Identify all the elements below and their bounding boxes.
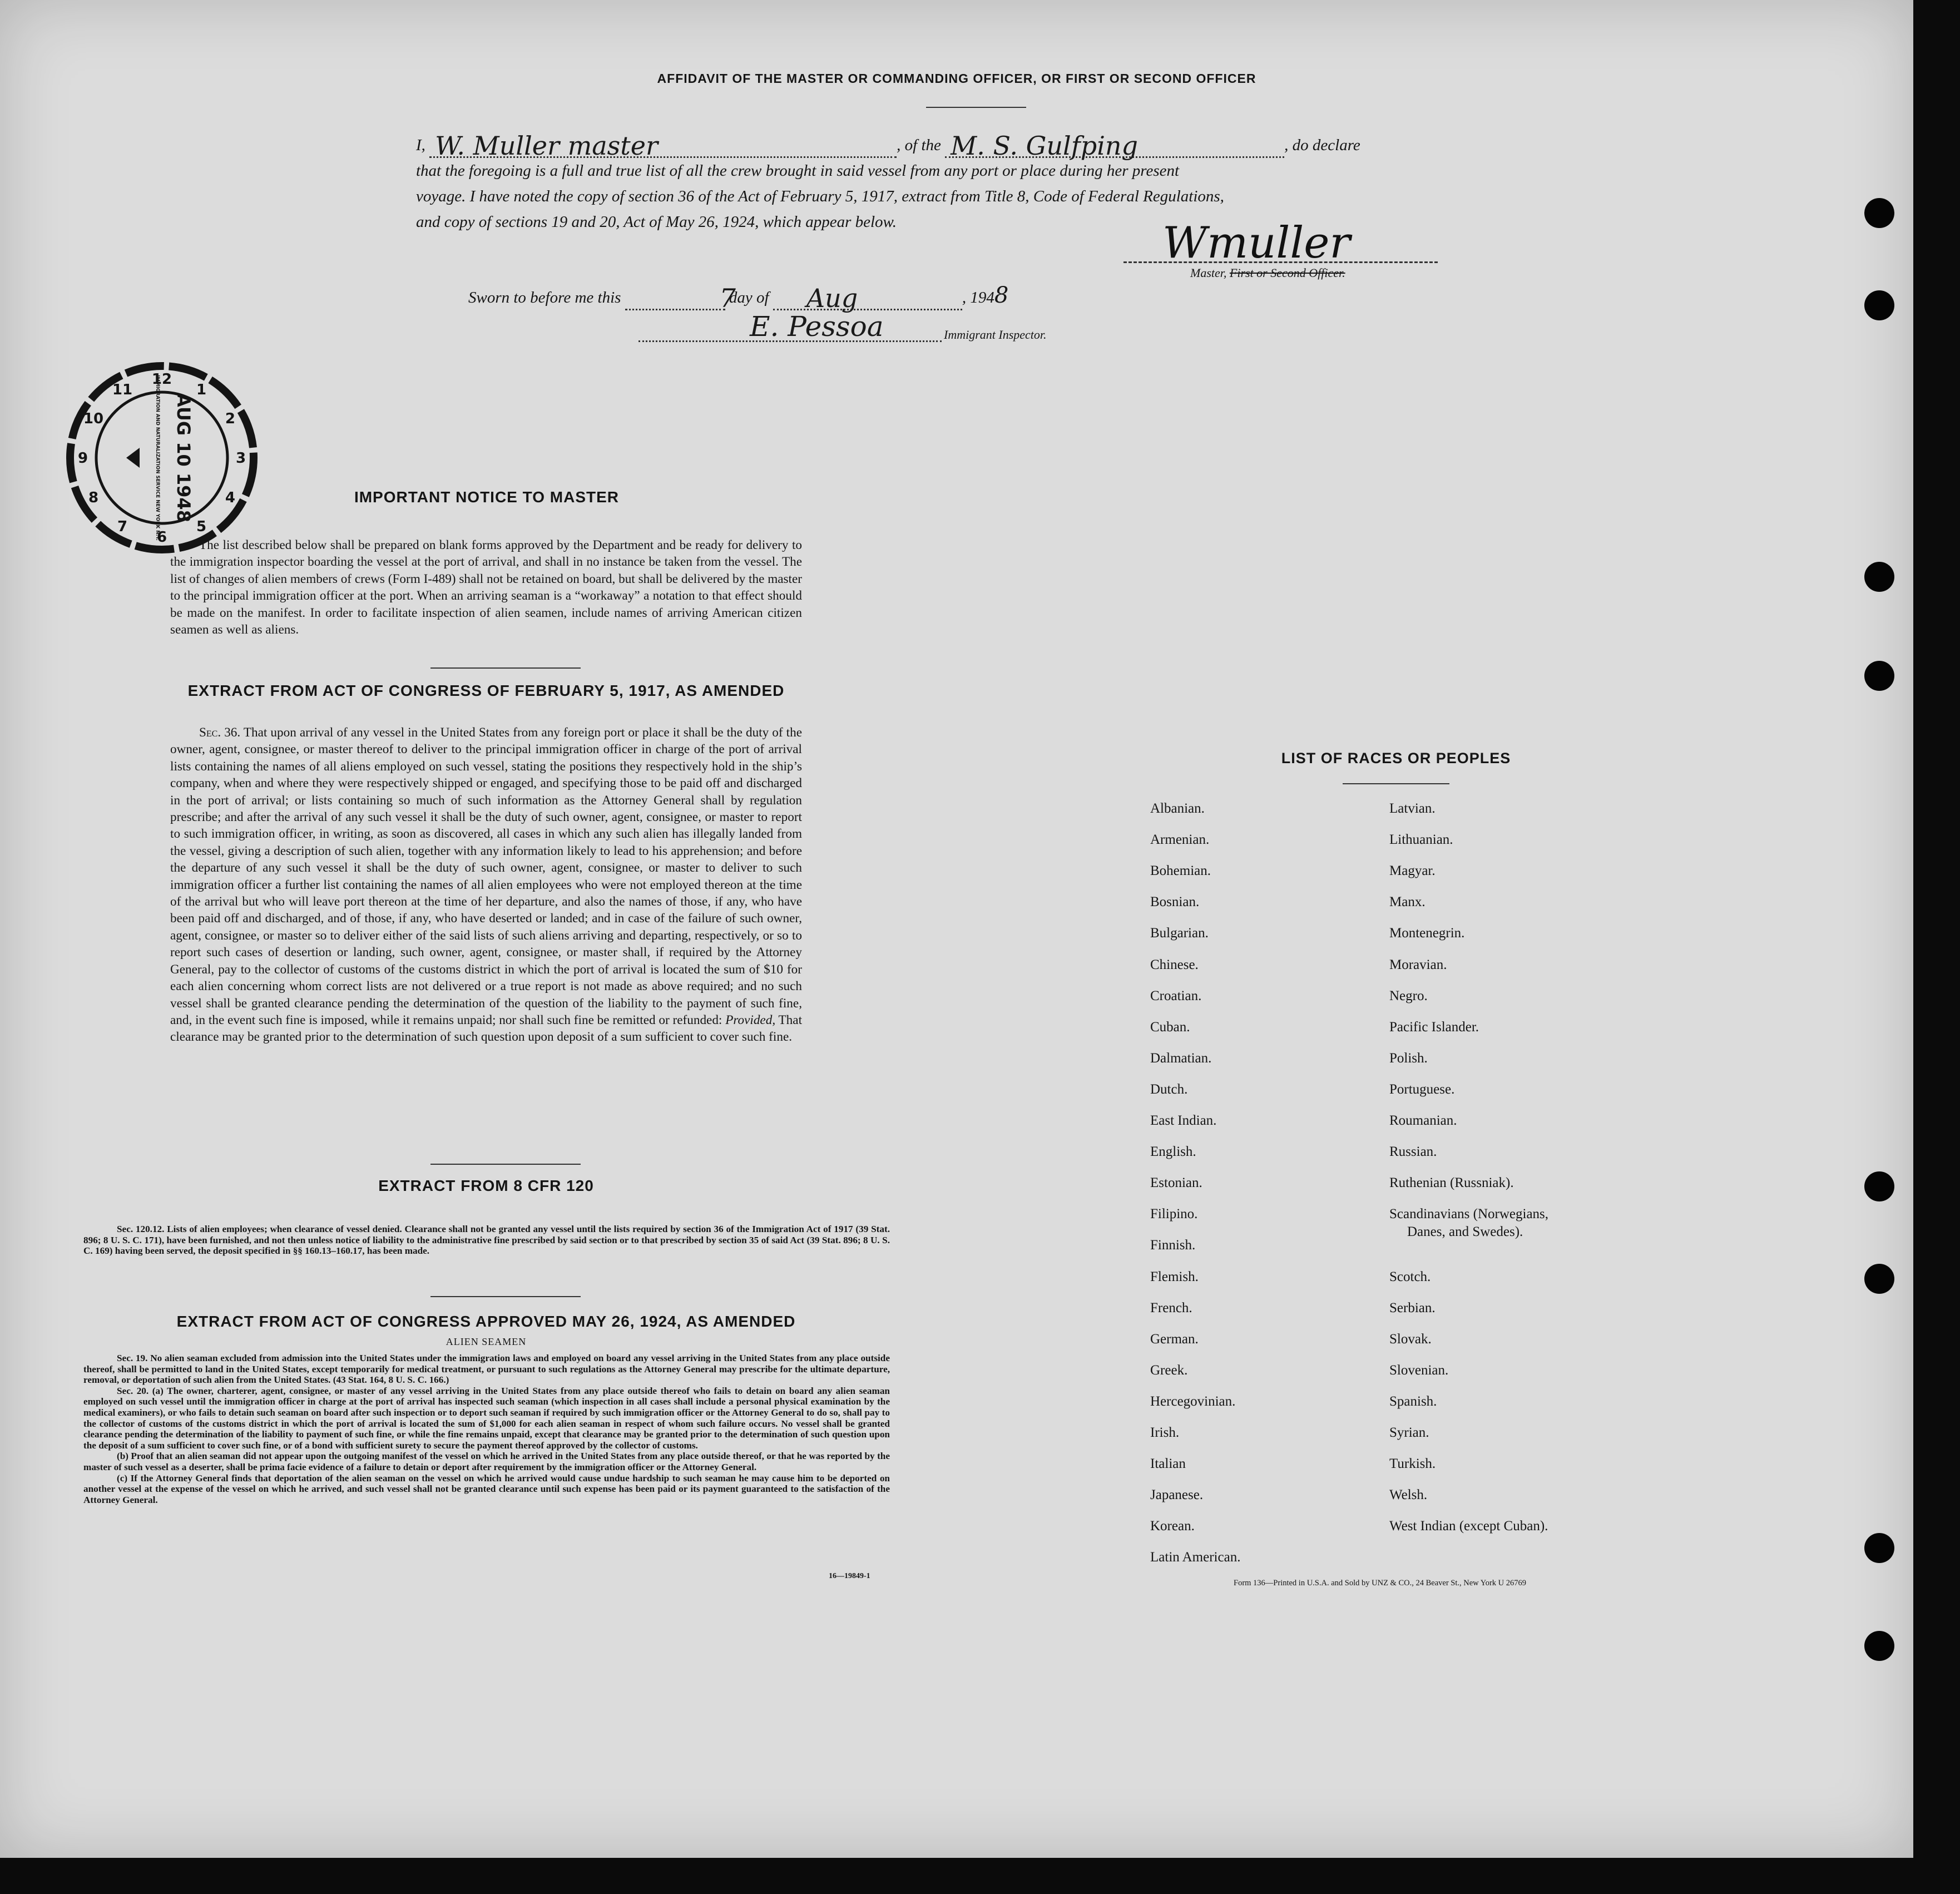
- sworn-month-field: [773, 283, 962, 313]
- race-item: Pacific Islander.: [1389, 1019, 1479, 1035]
- race-item: Latvian.: [1389, 801, 1436, 816]
- section-divider: [430, 1164, 581, 1165]
- race-item: Hercegovinian.: [1150, 1393, 1236, 1409]
- master-name-handwriting: W. Muller master: [435, 131, 658, 161]
- extract-cfr-body: Sec. 120.12. Lists of alien employees; when clearance of vessel denied. Clearance shall not be granted any vessel until the lists required by section 36 of the Immigration Act of 1917 (39 Stat. 896; 8 U. S. C. 171), have been furnished, and not then unless notice of liability to the administrative fine prescribed by said section or to that prescribed by section 35 of said Act (39 Stat. 896; 8 U. S. C. 169) having been served, the deposit specified in §§ 160.13–160.17, has been made.: [83, 1224, 890, 1257]
- stamp-dial-number: 8: [88, 489, 99, 506]
- declaration-line-3: voyage. I have noted the copy of section 36 of the Act of February 5, 1917, extract from Title 8, Code of Federal Regulations,: [416, 187, 1224, 205]
- race-item: Albanian.: [1150, 801, 1205, 816]
- section-divider: [430, 667, 581, 669]
- race-item: Japanese.: [1150, 1487, 1204, 1503]
- race-item: Portuguese.: [1389, 1081, 1455, 1097]
- stamp-dial-number: 5: [196, 518, 207, 535]
- notice-body: The list described below shall be prepared on blank forms approved by the Department and be ready for delivery to the immigration inspector boarding the vessel at the port of arrival, and shall in no instance be taken from the vessel. The list of changes of alien members of crews (Form I-489) shall not be retained on board, but shall be delivered by the master to the principal immigration officer at the port. When an arriving seaman is a “workaway” a notation to that effect should be made on the manifest. In order to facilitate inspection of alien seamen, include names of arriving American citizen seamen as well as aliens.: [170, 538, 802, 637]
- extract-1917-heading: EXTRACT FROM ACT OF CONGRESS OF FEBRUARY 5, 1917, AS AMENDED: [187, 682, 785, 699]
- race-item: East Indian.: [1150, 1113, 1217, 1128]
- vessel-name-field: [945, 131, 1284, 161]
- binder-hole: [1864, 1631, 1894, 1661]
- race-item: Flemish.: [1150, 1269, 1199, 1284]
- race-item: Dalmatian.: [1150, 1050, 1212, 1066]
- race-item: French.: [1150, 1300, 1192, 1316]
- race-item: Roumanian.: [1389, 1113, 1457, 1128]
- section-divider: [430, 1296, 581, 1297]
- sworn-month-handwriting: Aug: [806, 283, 858, 313]
- stamp-arrow-icon: [126, 448, 140, 468]
- extract-1924-subheading: ALIEN SEAMEN: [446, 1336, 527, 1347]
- race-item: Croatian.: [1150, 988, 1202, 1003]
- stamp-dial-number: 6: [156, 529, 167, 546]
- declaration-line-1: I, W. Muller master , of the M. S. Gulfping , do declare: [416, 131, 1360, 161]
- race-item: Italian: [1150, 1456, 1186, 1472]
- stamp-dial-number: 4: [225, 489, 236, 506]
- master-name-field: [429, 131, 897, 161]
- extract-1924-heading: EXTRACT FROM ACT OF CONGRESS APPROVED MAY 26, 1924, AS AMENDED: [176, 1313, 796, 1330]
- title-divider: [926, 107, 1026, 108]
- races-divider: [1343, 783, 1449, 784]
- stamp-dial-number: 12: [151, 371, 172, 388]
- extract-1924-body: [83, 1353, 890, 1505]
- race-item: Turkish.: [1389, 1456, 1436, 1472]
- race-item: Finnish.: [1150, 1238, 1196, 1253]
- sworn-year-digit: 8: [994, 283, 1009, 308]
- race-item: Bohemian.: [1150, 863, 1211, 879]
- binder-hole: [1864, 1264, 1894, 1294]
- race-item: Greek.: [1150, 1362, 1188, 1378]
- binder-hole: [1864, 1533, 1894, 1563]
- race-item: Latin American.: [1150, 1550, 1241, 1565]
- race-item: Lithuanian.: [1389, 832, 1453, 848]
- race-item: Serbian.: [1389, 1300, 1436, 1316]
- inspector-signature-field: [639, 310, 942, 343]
- sworn-line: Sworn to before me this 7 day of Aug , 1948: [468, 283, 1009, 313]
- vessel-name-handwriting: M. S. Gulfping: [951, 131, 1138, 161]
- stamp-dial-number: 10: [83, 411, 104, 427]
- race-item: Slovak.: [1389, 1331, 1432, 1347]
- race-item: Ruthenian (Russniak).: [1389, 1175, 1514, 1191]
- race-item: West Indian (except Cuban).: [1389, 1519, 1548, 1534]
- master-signature-line: [1123, 261, 1438, 263]
- extract-cfr-heading: EXTRACT FROM 8 CFR 120: [378, 1177, 594, 1194]
- printer-imprint: Form 136—Printed in U.S.A. and Sold by UNZ & CO., 24 Beaver St., New York U 26769: [1234, 1579, 1527, 1588]
- race-item: Syrian.: [1389, 1425, 1429, 1440]
- affidavit-title: AFFIDAVIT OF THE MASTER OR COMMANDING OFFICER, OR FIRST OR SECOND OFFICER: [657, 71, 1256, 86]
- sworn-day-handwriting: 7: [719, 283, 736, 313]
- immigration-date-stamp: [66, 362, 258, 554]
- race-item: Spanish.: [1389, 1393, 1437, 1409]
- race-item: Irish.: [1150, 1425, 1180, 1440]
- extract-1917-body: Sec. 36. That upon arrival of any vessel in the United States from any foreign port or place it shall be the duty of the owner, agent, consignee, or master thereof to deliver to the principal immigration officer in charge of the port of arrival lists containing the names of all aliens employed on such vessel, stating the positions they respectively hold in the ship’s company, when and where they were respectively shipped or engaged, and specifying those to be paid off and discharged in the port of arrival; or lists containing so much of such information as the Attorney General shall by regulation prescribe; and after the arrival of any such vessel it shall be the duty of such owner, agent, consignee, or master to report to such immigration officer, in writing, as soon as discovered, all cases in which any such alien has illegally landed from the vessel, giving a description of such alien, together with any information likely to lead to his apprehension; and before the departure of any such vessel it shall be the duty of such owner, agent, consignee, or master to deliver to such immigration officer a further list containing the names of all alien employees who were not employed thereon at the time of the arrival but who will leave port thereon at the time of her departure, and also the names of those, if any, who have been paid off and discharged, and of those, if any, who have deserted or landed; and in case of the failure of such owner, agent, consignee, or master so to deliver either of the said lists of such aliens arriving and departing, respectively, or so to report such cases of desertion or landing, such owner, agent, consignee, or master shall, if required by the Attorney General, pay to the collector of customs of the customs district in which the port of arrival is located the sum of $10 for each alien concerning whom correct lists are not delivered or a true report is not made as above required; and no such vessel shall be granted clearance pending the determination of the question of the liability to the payment of such fine, and, in the event such fine is imposed, while it remains unpaid; nor shall such fine be remitted or refunded: Provided, That clearance may be granted prior to the determination of such question upon deposit of a sum sufficient to cover such fine.: [170, 725, 803, 1045]
- stamp-date: AUG 10 1948: [173, 393, 194, 522]
- binder-hole: [1864, 562, 1894, 592]
- sworn-day-field: [625, 283, 736, 313]
- signer-caption: Master, First or Second Officer.: [1190, 266, 1345, 280]
- inspector-line: [639, 310, 1047, 343]
- race-item: Filipino.: [1150, 1206, 1198, 1222]
- stamp-dial-number: 11: [112, 382, 133, 399]
- extract-1924-sec19: Sec. 19. No alien seaman excluded from admission into the United States under the immigration laws and employed on board any vessel arriving in the United States from any place outside thereof, shall be permitted to land in the United States, except temporarily for medical treatment, or pursuant to such regulations as the Attorney General may prescribe for the ultimate departure, removal, or deportation of such alien from the United States. (43 Stat. 164, 8 U. S. C. 166.): [83, 1353, 890, 1386]
- race-item: Scandinavians (Norwegians,: [1389, 1206, 1549, 1222]
- master-signature: Wmuller: [1162, 218, 1350, 268]
- race-item: Montenegrin.: [1389, 926, 1465, 941]
- race-item: English.: [1150, 1144, 1196, 1160]
- race-item: Estonian.: [1150, 1175, 1202, 1191]
- inspector-signature: E. Pessoa: [750, 310, 884, 343]
- extract-1924-sec20c: (c) If the Attorney General finds that deportation of the alien seaman on the vessel on which he arrived would cause undue hardship to such seaman he may cause him to be deported on another vessel at the expense of the vessel on which he arrived, and such vessel shall not be granted clearance until such expense has been paid or its payment guaranteed to the satisfaction of the Attorney General.: [83, 1472, 890, 1505]
- stamp-agency: IMMIGRATION AND NATURALIZATION SERVICE NEW YORK N.Y.: [155, 375, 160, 541]
- race-item: Armenian.: [1150, 832, 1210, 848]
- race-item: Cuban.: [1150, 1019, 1190, 1035]
- race-item: Russian.: [1389, 1144, 1437, 1160]
- race-item: Moravian.: [1389, 957, 1447, 972]
- binder-hole: [1864, 290, 1894, 320]
- race-item: Bosnian.: [1150, 894, 1200, 910]
- extract-1924-sec20a: Sec. 20. (a) The owner, charterer, agent, consignee, or master of any vessel arriving in the United States from any place outside thereof who fails to detain on board any alien seaman employed on such vessel until the immigration officer in charge at the port of arrival has inspected such seaman (which inspection in all cases shall include a personal physical examination by the medical examiners), or who fails to detain such seaman on board after such inspection or to deport such seaman if required by such immigration officer or the Attorney General to do so, shall pay to the collector of customs of the customs district in which the port of arrival is located the sum of $1,000 for each alien seaman in respect of whom such failure occurs. No vessel shall be granted clearance pending the determination of the liability to payment of such fine, or while the fine remains unpaid, except that clearance may be granted prior to the determination of such question upon the deposit of a sum sufficient to cover such fine, or of a bond with sufficient surety to secure the payment thereof approved by the collector of customs.: [83, 1385, 890, 1451]
- binder-hole: [1864, 198, 1894, 228]
- extract-1924-sec20b: (b) Proof that an alien seaman did not appear upon the outgoing manifest of the vessel on which he arrived in the United States from any place outside thereof, or that he was reported by the master of such vessel as a deserter, shall be prima facie evidence of a failure to detain or deport after requirement by the immigration officer or the Attorney General.: [83, 1451, 890, 1472]
- inspector-caption: Immigrant Inspector.: [944, 328, 1047, 342]
- stamp-dial-number: 1: [196, 382, 207, 399]
- race-item: Magyar.: [1389, 863, 1436, 879]
- race-item: Danes, and Swedes).: [1407, 1224, 1523, 1240]
- race-item: Slovenian.: [1389, 1362, 1449, 1378]
- race-item: Polish.: [1389, 1050, 1428, 1066]
- declaration-line-4: and copy of sections 19 and 20, Act of May 26, 1924, which appear below.: [416, 213, 897, 231]
- binder-hole: [1864, 661, 1894, 691]
- race-item: Manx.: [1389, 894, 1426, 910]
- race-item: German.: [1150, 1331, 1199, 1347]
- stamp-dial-number: 9: [77, 450, 88, 467]
- race-item: Korean.: [1150, 1519, 1195, 1534]
- declaration-line-2: that the foregoing is a full and true list of all the crew brought in said vessel from any port or place during her present: [416, 162, 1180, 180]
- stamp-dial-number: 2: [225, 411, 236, 427]
- races-heading: LIST OF RACES OR PEOPLES: [1281, 750, 1511, 766]
- race-item: Chinese.: [1150, 957, 1199, 972]
- notice-heading: IMPORTANT NOTICE TO MASTER: [354, 488, 620, 506]
- form-code: 16—19849-1: [829, 1572, 870, 1580]
- stamp-dial-number: 3: [235, 450, 246, 467]
- race-item: Scotch.: [1389, 1269, 1431, 1284]
- stamp-dial-number: 7: [117, 518, 128, 535]
- binder-hole: [1864, 1171, 1894, 1201]
- race-item: Bulgarian.: [1150, 926, 1209, 941]
- race-item: Welsh.: [1389, 1487, 1428, 1503]
- race-item: Negro.: [1389, 988, 1428, 1003]
- race-item: Dutch.: [1150, 1081, 1188, 1097]
